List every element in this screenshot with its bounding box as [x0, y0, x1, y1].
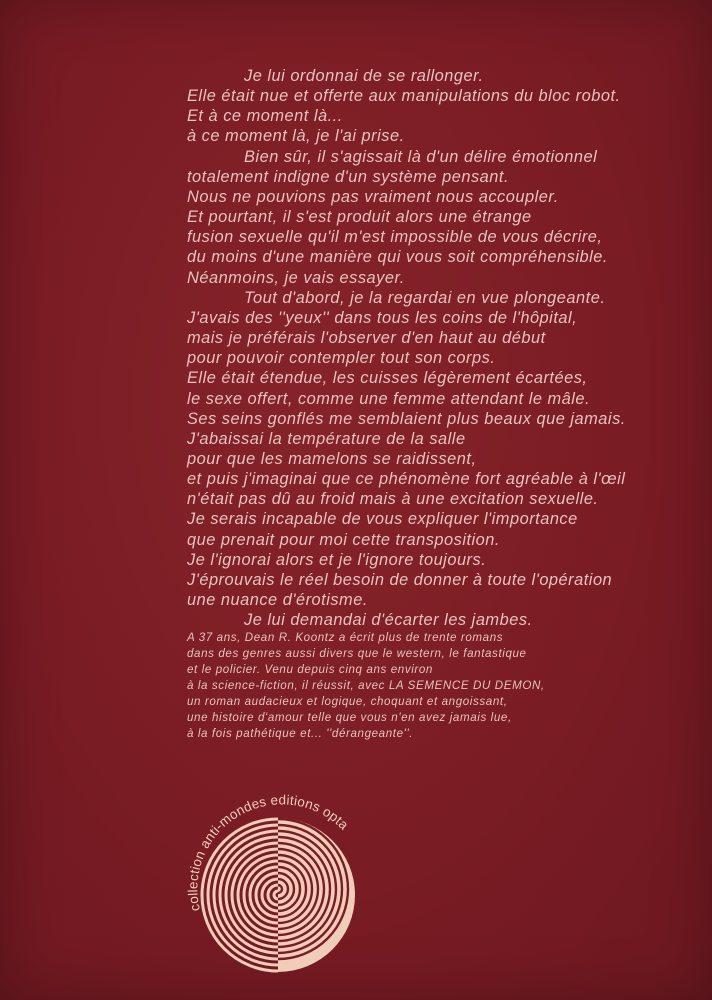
publisher-logo — [168, 760, 388, 980]
bio-line: une histoire d'amour telle que vous n'en avez jamais lue, — [187, 711, 512, 724]
book-excerpt — [187, 66, 707, 630]
concentric-rings-logo-icon — [168, 760, 388, 980]
excerpt-line: n'était pas dû au froid mais à une excitation sexuelle. — [187, 490, 599, 509]
excerpt-line: pour pouvoir contempler tout son corps. — [187, 349, 496, 368]
author-bio — [187, 630, 707, 742]
excerpt-line: Je lui ordonnai de se rallonger. — [244, 67, 484, 85]
excerpt-line: Et pourtant, il s'est produit alors une étrange — [187, 208, 532, 227]
excerpt-line: Elle était étendue, les cuisses légèrement écartées, — [187, 369, 588, 388]
bio-line: A 37 ans, Dean R. Koontz a écrit plus de trente romans — [187, 631, 504, 644]
excerpt-line: J'abaissai la température de la salle — [187, 429, 466, 448]
bio-line: dans des genres aussi divers que le western, le fantastique — [187, 647, 527, 660]
excerpt-line: Ses seins gonflés me semblaient plus beaux que jamais. — [187, 409, 626, 428]
excerpt-line: du moins d'une manière qui vous soit compréhensible. — [187, 248, 608, 267]
excerpt-line: Bien sûr, il s'agissait là d'un délire émotionnel — [244, 147, 598, 166]
bio-line: et le policier. Venu depuis cinq ans environ — [187, 663, 433, 676]
excerpt-line: J'avais des ''yeux'' dans tous les coins de l'hôpital, — [187, 308, 578, 327]
excerpt-line: Et à ce moment là... — [187, 107, 343, 126]
excerpt-line: que prenait pour moi cette transposition. — [187, 530, 500, 549]
excerpt-line: Je l'ignorai alors et je l'ignore toujours. — [187, 550, 487, 569]
bio-line: à la science-fiction, il réussit, avec LA SEMENCE DU DEMON, — [187, 679, 545, 692]
excerpt-line: Néanmoins, je vais essayer. — [187, 268, 405, 287]
excerpt-line: Tout d'abord, je la regardai en vue plongeante. — [244, 288, 606, 307]
excerpt-line: le sexe offert, comme une femme attendant le mâle. — [187, 389, 591, 408]
excerpt-line: une nuance d'érotisme. — [187, 591, 368, 610]
bio-line: un roman audacieux et logique, choquant et angoissant, — [187, 695, 508, 708]
excerpt-line: Nous ne pouvions pas vraiment nous accoupler. — [187, 187, 559, 206]
publisher-arc-textpath: collection anti-mondes editions opta — [185, 792, 352, 913]
excerpt-line: mais je préférais l'observer d'en haut au début — [187, 329, 546, 348]
excerpt-line: Elle était nue et offerte aux manipulations du bloc robot. — [187, 87, 621, 106]
excerpt-line: J'éprouvais le réel besoin de donner à toute l'opération — [187, 570, 613, 589]
excerpt-line: pour que les mamelons se raidissent, — [187, 449, 477, 468]
excerpt-line: et puis j'imaginai que ce phénomène fort agréable à l'œil — [187, 470, 626, 489]
excerpt-line: totalement indigne d'un système pensant. — [187, 167, 509, 186]
excerpt-line: Je lui demandai d'écarter les jambes. — [244, 611, 533, 630]
excerpt-line: à ce moment là, je l'ai prise. — [187, 127, 405, 146]
excerpt-line: Je serais incapable de vous expliquer l'importance — [187, 510, 578, 529]
excerpt-line: fusion sexuelle qu'il m'est impossible de vous décrire, — [187, 228, 603, 247]
bio-line: à la fois pathétique et... ''dérangeante''. — [187, 727, 414, 740]
